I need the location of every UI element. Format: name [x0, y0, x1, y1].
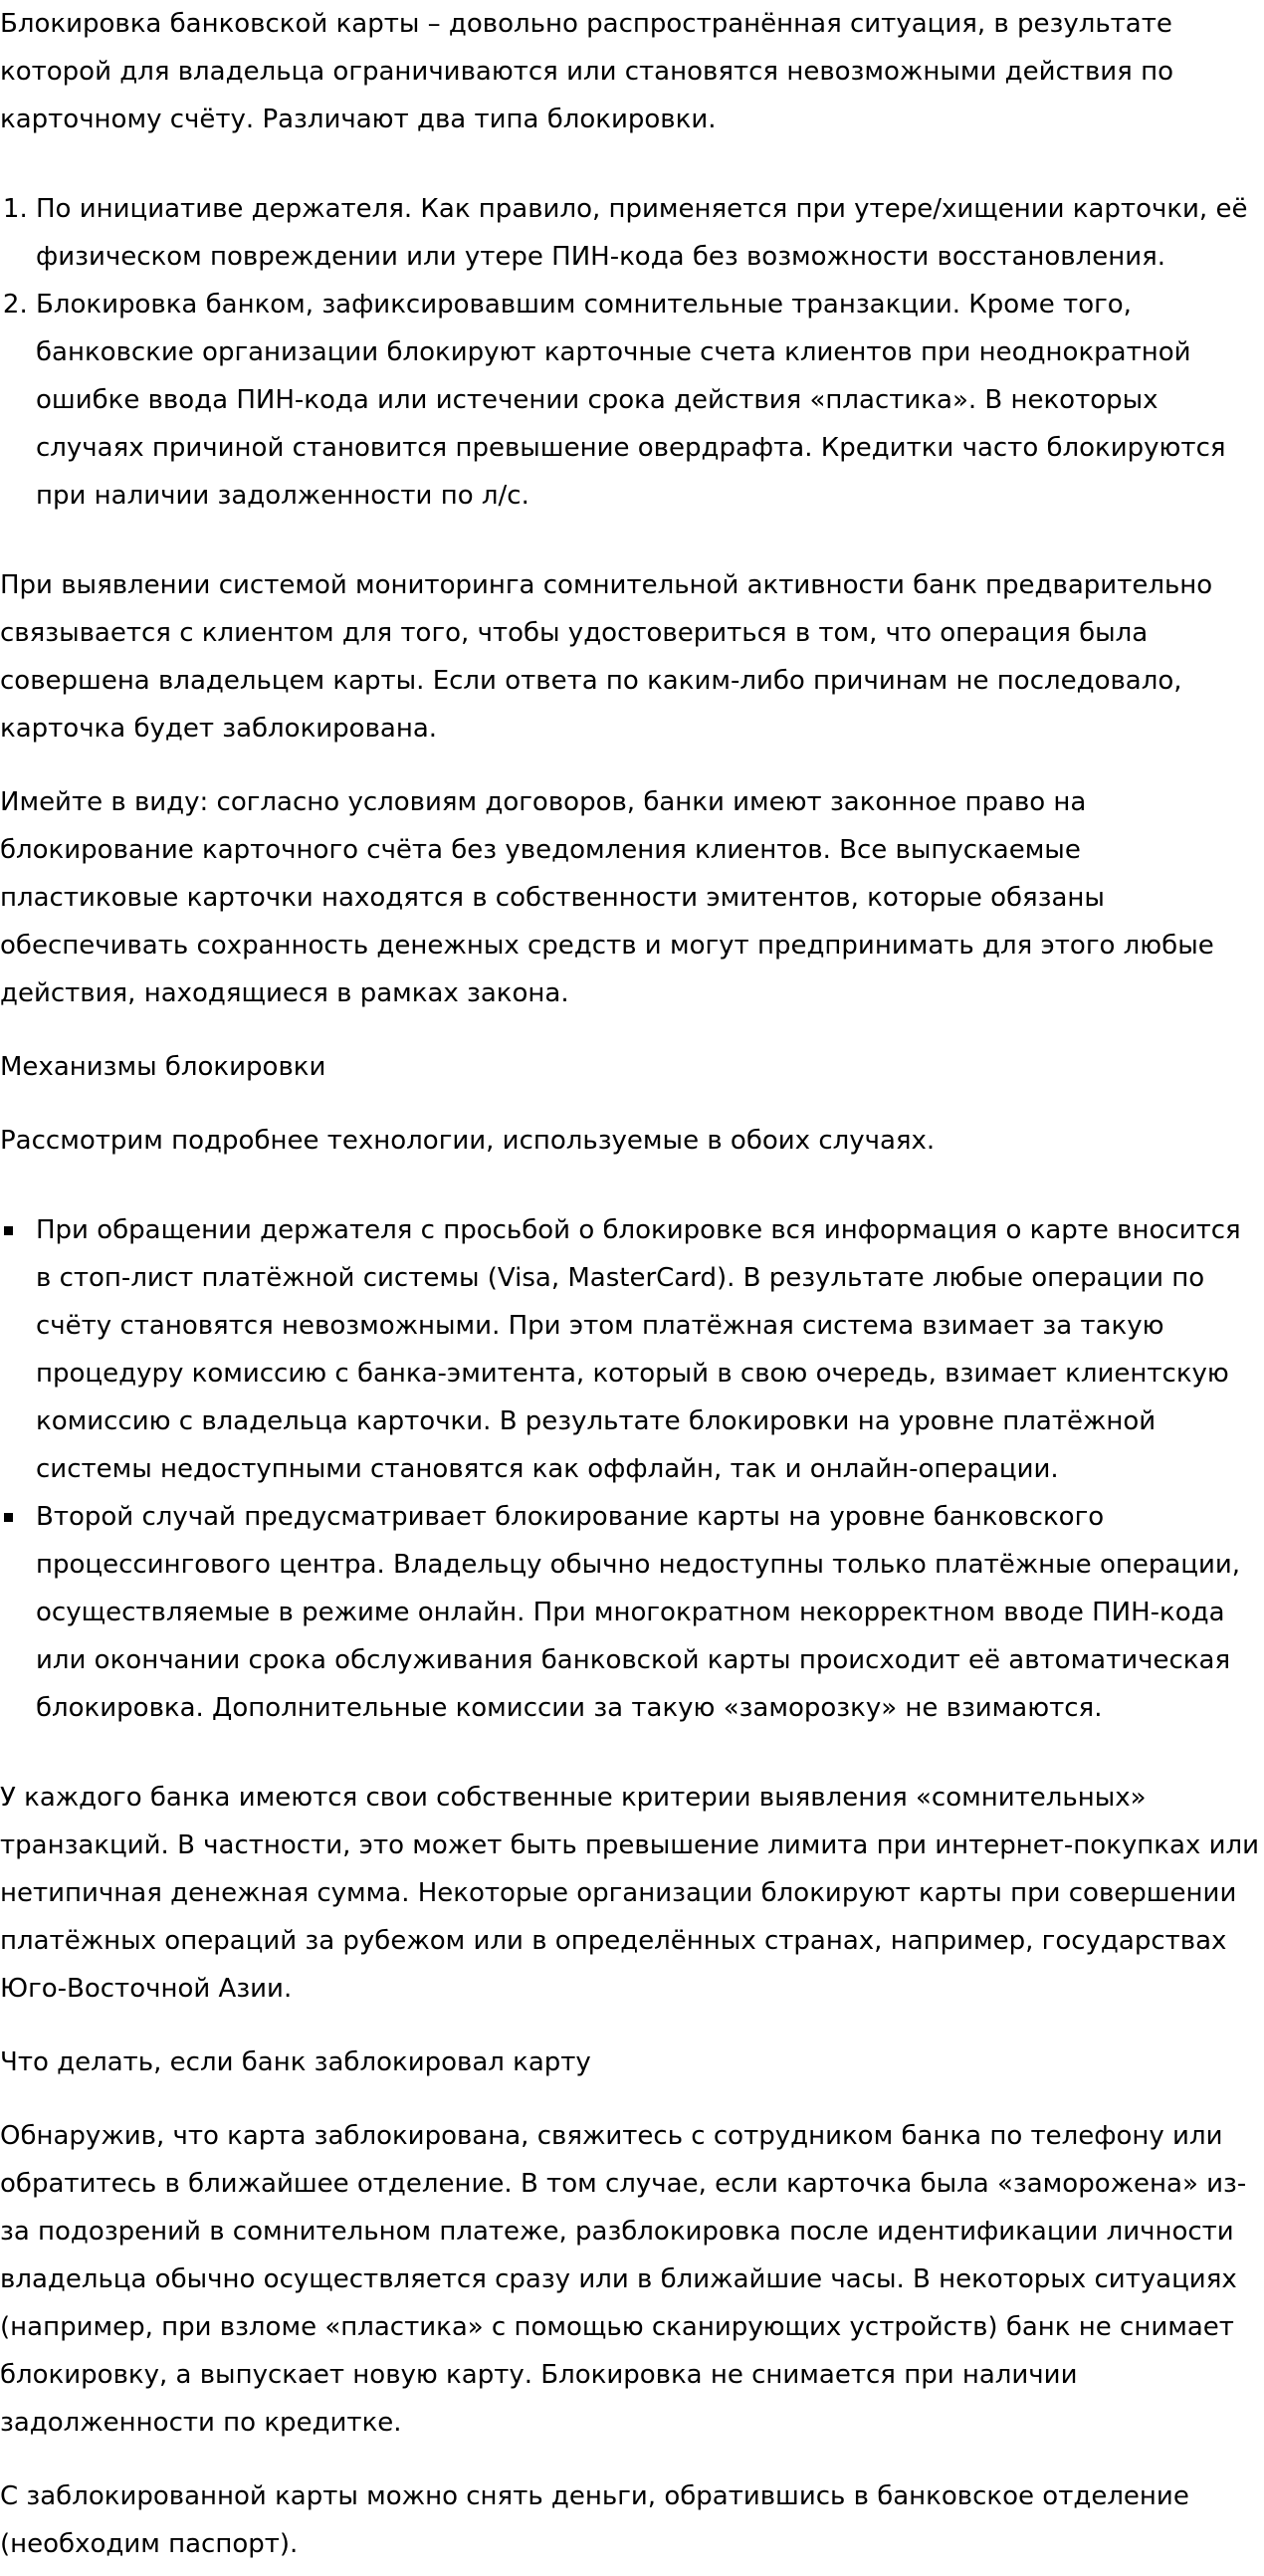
what-to-do-paragraph: Обнаружив, что карта заблокирована, свяжитесь с сотрудником банка по телефону или обратитесь в ближайшее отделение. В том случае, если карточка была «заморожена» из-за подозрений в сомнительном платеже, разблокировка после идентификации личности владельца обычно осуществляется сразу или в ближайшие часы. В некоторых ситуациях (например, при взломе «пластика» с помощью сканирующих устройств) банк не снимает блокировку, а выпускает новую карту. Блокировка не снимается при наличии задолженности по кредитке. [0, 2121, 1247, 2438]
list-item: 1. По инициативе держателя. Как правило, применяется при утере/хищении карточки, её физическом повреждении или утере ПИН-кода без возможности восстановления. [36, 185, 1264, 281]
withdraw-paragraph: С заблокированной карты можно снять деньги, обратившись в банковское отделение (необходим паспорт). [0, 2481, 1189, 2559]
intro-paragraph: Блокировка банковской карты – довольно распространённая ситуация, в результате которой для владельца ограничиваются или становятся невозможными действия по карточному счёту. Различают два типа блокировки. [0, 9, 1173, 134]
list-item-text: Второй случай предусматривает блокирование карты на уровне банковского процессингового центра. Владельцу обычно недоступны только платёжные операции, осуществляемые в режиме онлайн. При многократном некорректном вводе ПИН-кода или окончании срока обслуживания банковской карты происходит её автоматическая блокировка. Дополнительные комиссии за такую «заморозку» не взимаются. [36, 1502, 1241, 1723]
heading-what-to-do: Что делать, если банк заблокировал карту [0, 2047, 591, 2077]
heading-mechanisms: Механизмы блокировки [0, 1052, 326, 1082]
criteria-paragraph: У каждого банка имеются свои собственные критерии выявления «сомнительных» транзакций. В частности, это может быть превышение лимита при интернет-покупках или нетипичная денежная сумма. Некоторые организации блокируют карты при совершении платёжных операций за рубежом или в определённых странах, например, государствах Юго-Восточной Азии. [0, 1783, 1259, 2004]
list-item [36, 1206, 1264, 1493]
list-item: 2. Блокировка банком, зафиксировавшим сомнительные транзакции. Кроме того, банковские организации блокируют карточные счета клиентов при неоднократной ошибке ввода ПИН-кода или истечении срока действия «пластика». В некоторых случаях причиной становится превышение овердрафта. Кредитки часто блокируются при наличии задолженности по л/с. [36, 281, 1264, 520]
blocking-types-list [0, 185, 1264, 520]
note-paragraph: Имейте в виду: согласно условиям договоров, банки имеют законное право на блокирование карточного счёта без уведомления клиентов. Все выпускаемые пластиковые карточки находятся в собственности эмитентов, которые обязаны обеспечивать сохранность денежных средств и могут предпринимать для этого любые действия, находящиеся в рамках закона. [0, 787, 1214, 1008]
list-item [36, 1493, 1264, 1732]
mechanisms-intro-paragraph: Рассмотрим подробнее технологии, используемые в обоих случаях. [0, 1126, 936, 1156]
mechanisms-list [0, 1206, 1264, 1732]
square-bullet-icon [4, 1513, 13, 1522]
list-item-text: При обращении держателя с просьбой о блокировке вся информация о карте вносится в стоп-лист платёжной системы (Visa, MasterCard). В результате любые операции по счёту становятся невозможными. При этом платёжная система взимает за такую процедуру комиссию с банка-эмитента, который в свою очередь, взимает клиентскую комиссию с владельца карточки. В результате блокировки на уровне платёжной системы недоступными становятся как оффлайн, так и онлайн-операции. [36, 1215, 1241, 1484]
monitoring-paragraph: При выявлении системой мониторинга сомнительной активности банк предварительно связывается с клиентом для того, чтобы удостовериться в том, что операция была совершена владельцем карты. Если ответа по каким-либо причинам не последовало, карточка будет заблокирована. [0, 570, 1213, 744]
square-bullet-icon [4, 1226, 13, 1235]
